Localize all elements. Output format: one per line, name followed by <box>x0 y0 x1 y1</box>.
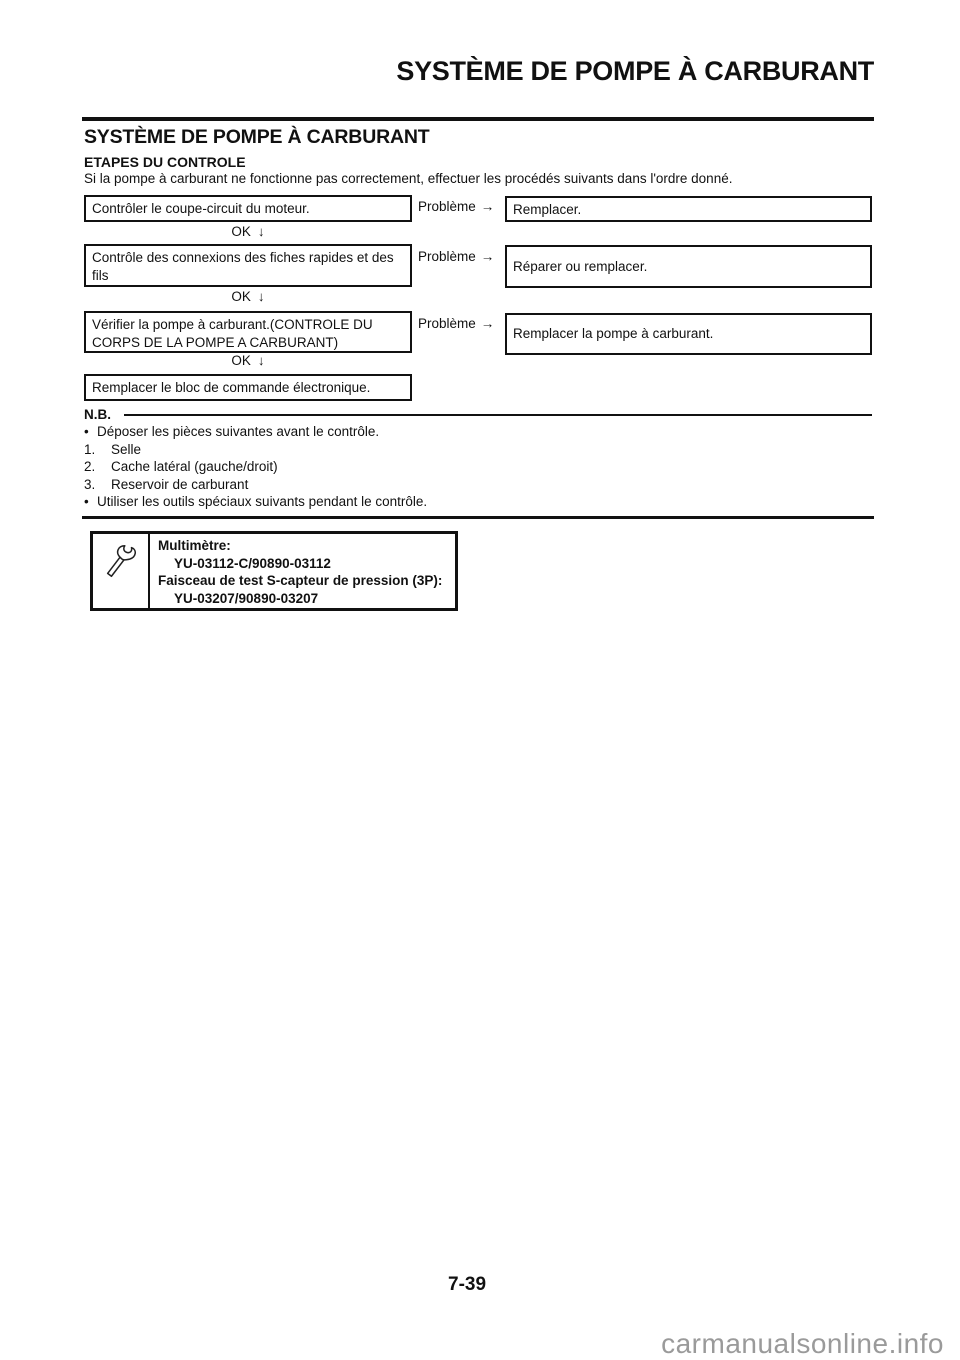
flow-step-3-check-box: Vérifier la pompe à carburant.(CONTROLE DU CORPS DE LA POMPE A CARBURANT) <box>84 311 412 353</box>
list-number: 2. <box>84 459 96 474</box>
wrench-tool-icon <box>100 540 142 587</box>
header-rule <box>82 117 874 121</box>
flow-step-3-problem-label <box>418 316 504 331</box>
flow-step-2-ok-label <box>84 289 412 304</box>
list-item <box>84 459 278 474</box>
list-item <box>84 477 248 492</box>
list-item <box>84 424 379 439</box>
list-item-text: Selle <box>111 442 142 457</box>
ok-text: OK <box>231 289 251 304</box>
list-item-text: Déposer les pièces suivantes avant le contrôle. <box>97 424 380 439</box>
right-arrow-icon: → <box>480 316 495 331</box>
tool-part-number: YU-03207/90890-03207 <box>174 590 319 606</box>
watermark: carmanualsonline.info <box>661 1328 944 1359</box>
tool-name: Faisceau de test S-capteur de pression (3P): <box>158 573 443 588</box>
down-arrow-icon: ↓ <box>257 289 265 304</box>
flow-step-3-action-box: Remplacer la pompe à carburant. <box>505 313 872 355</box>
subsection-title: ETAPES DU CONTROLE <box>84 154 246 170</box>
intro-text: Si la pompe à carburant ne fonctionne pas correctement, effectuer les procédés suivants dans l'ordre donné. <box>84 171 733 186</box>
ok-text: OK <box>231 353 251 368</box>
ok-text: OK <box>231 224 251 239</box>
problem-text: Problème <box>418 199 476 214</box>
flow-step-3-ok-label <box>84 353 412 368</box>
list-item <box>84 442 141 457</box>
flow-step-1-check-box: Contrôler le coupe-circuit du moteur. <box>84 195 412 222</box>
list-number: 1. <box>84 442 96 457</box>
list-item-text: Cache latéral (gauche/droit) <box>111 459 278 474</box>
flow-step-2-problem-label <box>418 249 504 264</box>
tool-part-number: YU-03112-C/90890-03112 <box>174 555 331 571</box>
flow-step-1-problem-label <box>418 199 504 214</box>
tool-icon-cell <box>93 534 150 608</box>
problem-text: Problème <box>418 316 476 331</box>
page-number: 7-39 <box>448 1274 487 1295</box>
flow-step-1-action-box: Remplacer. <box>505 196 872 222</box>
right-arrow-icon: → <box>480 249 495 264</box>
bullet-icon: • <box>84 424 89 439</box>
note-rule <box>124 414 872 416</box>
down-arrow-icon: ↓ <box>257 224 265 239</box>
flow-step-1-ok-label <box>84 224 412 239</box>
flow-step-4-final-box: Remplacer le bloc de commande électronique. <box>84 374 412 401</box>
right-arrow-icon: → <box>480 199 495 214</box>
tool-text <box>150 534 455 608</box>
tool-name: Multimètre: <box>158 538 231 553</box>
special-tools-box <box>90 531 458 611</box>
running-header: SYSTÈME DE POMPE À CARBURANT <box>396 56 874 86</box>
problem-text: Problème <box>418 249 476 264</box>
down-arrow-icon: ↓ <box>257 353 265 368</box>
page-title: SYSTÈME DE POMPE À CARBURANT <box>84 126 430 148</box>
list-item <box>84 494 427 509</box>
list-item-text: Utiliser les outils spéciaux suivants pendant le contrôle. <box>97 494 428 509</box>
list-item-text: Reservoir de carburant <box>111 477 249 492</box>
flow-step-2-action-box: Réparer ou remplacer. <box>505 245 872 288</box>
note-label: N.B. <box>84 407 111 422</box>
bullet-icon: • <box>84 494 89 509</box>
list-number: 3. <box>84 477 96 492</box>
note-bottom-rule <box>82 516 874 519</box>
flow-step-2-check-box: Contrôle des connexions des fiches rapides et des fils <box>84 244 412 287</box>
